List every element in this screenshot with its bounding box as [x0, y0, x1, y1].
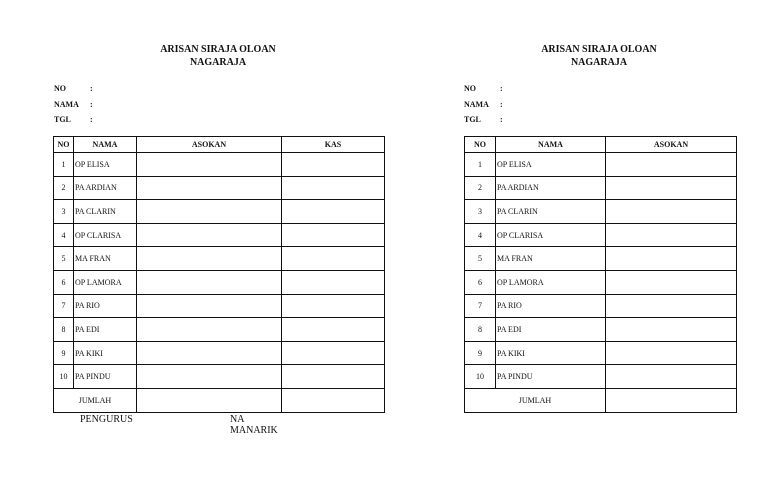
- table-row: 6 OP LAMORA: [465, 270, 737, 294]
- asokan-cell[interactable]: [606, 318, 737, 342]
- right-meta-no: NO :: [464, 84, 503, 93]
- asokan-cell[interactable]: [137, 200, 282, 224]
- asokan-cell[interactable]: [137, 223, 282, 247]
- right-table-header: [465, 137, 737, 153]
- left-title-line2: NAGARAJA: [189, 57, 247, 68]
- asokan-cell[interactable]: [606, 365, 737, 389]
- header-nama: NAMA: [74, 137, 137, 153]
- left-table: [53, 136, 385, 413]
- right-meta: [464, 81, 503, 128]
- asokan-cell[interactable]: [606, 200, 737, 224]
- table-row: 6 OP LAMORA: [54, 270, 385, 294]
- table-row: 7 PA RIO: [54, 294, 385, 318]
- table-row: 5 MA FRAN: [54, 247, 385, 271]
- right-meta-nama: NAMA :: [464, 99, 503, 109]
- header-no: NO: [54, 137, 74, 153]
- asokan-cell[interactable]: [606, 270, 737, 294]
- asokan-cell[interactable]: [606, 247, 737, 271]
- kas-cell[interactable]: [282, 294, 385, 318]
- table-row: 7 PA RIO: [465, 294, 737, 318]
- table-row: 3 PA CLARIN: [465, 200, 737, 224]
- left-title-line1: ARISAN SIRAJA OLOAN: [160, 44, 276, 55]
- table-row: 9 PA KIKI: [54, 341, 385, 365]
- kas-cell[interactable]: [282, 341, 385, 365]
- kas-cell[interactable]: [282, 247, 385, 271]
- asokan-cell[interactable]: [137, 294, 282, 318]
- header-nama: NAMA: [496, 137, 606, 153]
- header-kas: KAS: [282, 137, 385, 153]
- table-row: 3 PA CLARIN: [54, 200, 385, 224]
- jumlah-row: [54, 388, 385, 412]
- jumlah-row: [465, 388, 737, 412]
- right-title: [499, 43, 699, 69]
- header-asokan: ASOKAN: [137, 137, 282, 153]
- table-row: 4 OP CLARISA: [465, 223, 737, 247]
- asokan-cell[interactable]: [137, 270, 282, 294]
- table-row: 8 PA EDI: [54, 318, 385, 342]
- table-row: 10 PA PINDU: [54, 365, 385, 389]
- left-meta-nama: NAMA :: [54, 99, 93, 109]
- jumlah-kas-cell[interactable]: [282, 388, 385, 412]
- table-row: 2 PA ARDIAN: [54, 176, 385, 200]
- left-meta-no: NO :: [54, 84, 93, 93]
- asokan-cell[interactable]: [137, 176, 282, 200]
- left-meta: [54, 81, 93, 128]
- table-row: 5 MA FRAN: [465, 247, 737, 271]
- asokan-cell[interactable]: [606, 153, 737, 177]
- kas-cell[interactable]: [282, 270, 385, 294]
- asokan-cell[interactable]: [606, 341, 737, 365]
- kas-cell[interactable]: [282, 223, 385, 247]
- asokan-cell[interactable]: [606, 176, 737, 200]
- header-asokan: ASOKAN: [606, 137, 737, 153]
- asokan-cell[interactable]: [137, 153, 282, 177]
- table-row: 1 OP ELISA: [54, 153, 385, 177]
- jumlah-label: JUMLAH: [54, 388, 137, 412]
- kas-cell[interactable]: [282, 176, 385, 200]
- asokan-cell[interactable]: [137, 247, 282, 271]
- left-meta-tgl: TGL :: [54, 115, 93, 124]
- footer-pengurus: PENGURUS: [80, 414, 133, 425]
- table-row: 1 OP ELISA: [465, 153, 737, 177]
- left-table-header: [54, 137, 385, 153]
- asokan-cell[interactable]: [606, 294, 737, 318]
- kas-cell[interactable]: [282, 153, 385, 177]
- jumlah-label: JUMLAH: [465, 388, 606, 412]
- table-row: 10 PA PINDU: [465, 365, 737, 389]
- asokan-cell[interactable]: [137, 365, 282, 389]
- asokan-cell[interactable]: [137, 341, 282, 365]
- left-title: [118, 43, 318, 69]
- jumlah-asokan-cell[interactable]: [606, 388, 737, 412]
- kas-cell[interactable]: [282, 200, 385, 224]
- table-row: 8 PA EDI: [465, 318, 737, 342]
- right-meta-tgl: TGL :: [464, 115, 503, 124]
- table-row: 4 OP CLARISA: [54, 223, 385, 247]
- header-no: NO: [465, 137, 496, 153]
- footer-na-manarik: NA MANARIK: [230, 414, 278, 436]
- asokan-cell[interactable]: [137, 318, 282, 342]
- right-table: [464, 136, 737, 413]
- kas-cell[interactable]: [282, 318, 385, 342]
- kas-cell[interactable]: [282, 365, 385, 389]
- jumlah-asokan-cell[interactable]: [137, 388, 282, 412]
- right-title-line1: ARISAN SIRAJA OLOAN: [541, 44, 657, 55]
- table-row: 9 PA KIKI: [465, 341, 737, 365]
- right-title-line2: NAGARAJA: [570, 57, 628, 68]
- table-row: 2 PA ARDIAN: [465, 176, 737, 200]
- asokan-cell[interactable]: [606, 223, 737, 247]
